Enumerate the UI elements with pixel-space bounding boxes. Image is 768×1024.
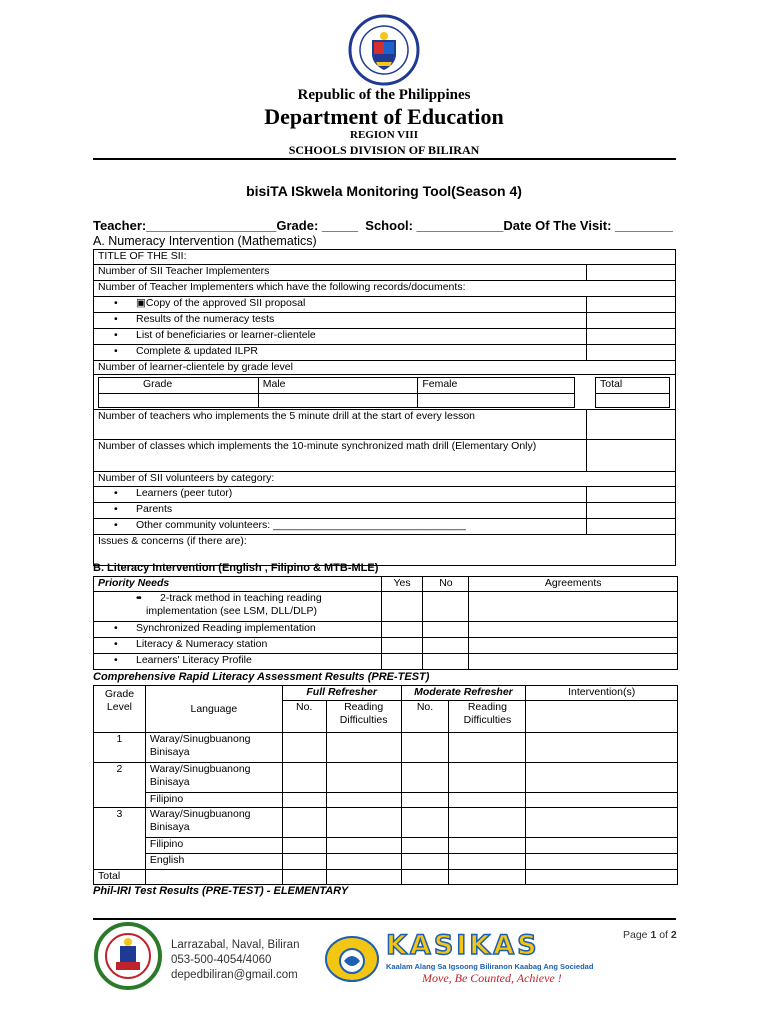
teacher-field	[93, 218, 673, 233]
section-a-heading: A. Numeracy Intervention (Mathematics)	[93, 234, 317, 248]
department-title: Department of Education	[264, 104, 504, 129]
data-cell[interactable]	[401, 854, 449, 870]
page-label: Page	[623, 929, 648, 941]
interventions-cell[interactable]	[526, 701, 678, 733]
data-cell[interactable]	[401, 763, 449, 793]
data-cell[interactable]	[282, 854, 326, 870]
record-value[interactable]	[587, 313, 676, 329]
no-cell[interactable]	[423, 622, 469, 638]
crla-heading: Comprehensive Rapid Literacy Assessment Results (PRE-TEST)	[93, 671, 430, 683]
total-row-label: Total	[94, 870, 146, 885]
header-rule	[93, 158, 676, 160]
priority-item: • Synchronized Reading implementation	[94, 622, 382, 638]
no-header: No	[423, 577, 469, 592]
record-value[interactable]	[587, 345, 676, 361]
region-line: REGION VIII	[350, 129, 418, 141]
data-cell[interactable]	[526, 763, 678, 793]
footer-rule	[93, 918, 676, 920]
grade-2-cell: 2	[94, 763, 146, 808]
numeracy-table	[93, 249, 676, 566]
data-cell[interactable]	[282, 793, 326, 808]
total-cell[interactable]	[326, 870, 401, 885]
volunteer-value[interactable]	[587, 487, 676, 503]
data-cell[interactable]	[449, 808, 526, 838]
school-label: School: ____________	[365, 218, 504, 233]
yes-header: Yes	[381, 577, 423, 592]
data-cell[interactable]	[401, 793, 449, 808]
drill-10-row: Number of classes which implements the 10-minute synchronized math drill (Elementary Only)	[94, 440, 587, 472]
division-logo-icon	[94, 922, 162, 990]
grade-subtable-cell	[94, 375, 676, 410]
agreement-cell[interactable]	[469, 654, 678, 670]
language-cell: Filipino	[145, 838, 282, 854]
priority-item: • Learners' Literacy Profile	[94, 654, 382, 670]
volunteer-item: • Parents	[94, 503, 587, 519]
data-cell[interactable]	[449, 793, 526, 808]
moderate-no-header: No.	[401, 701, 449, 733]
sii-title-row: TITLE OF THE SII:	[94, 250, 676, 265]
volunteer-item: • Learners (peer tutor)	[94, 487, 587, 503]
deped-seal-icon	[348, 14, 420, 86]
record-item: • List of beneficiaries or learner-clientele	[94, 329, 587, 345]
total-value[interactable]	[596, 394, 670, 408]
full-no-header: No.	[282, 701, 326, 733]
data-cell[interactable]	[526, 854, 678, 870]
language-cell: English	[145, 854, 282, 870]
total-cell[interactable]	[145, 870, 282, 885]
interventions-header: Intervention(s)	[526, 686, 678, 701]
footer-phone: 053-500-4054/4060	[171, 954, 272, 966]
implementers-value[interactable]	[587, 265, 676, 281]
phil-iri-heading: Phil-IRI Test Results (PRE-TEST) - ELEMENTARY	[93, 885, 349, 897]
record-value[interactable]	[587, 297, 676, 313]
kasikas-emblem-icon	[323, 935, 381, 983]
data-cell[interactable]	[401, 838, 449, 854]
language-cell: Waray/Sinugbuanong Binisaya	[145, 733, 282, 763]
data-cell[interactable]	[282, 763, 326, 793]
agreement-cell[interactable]	[469, 622, 678, 638]
data-cell[interactable]	[401, 733, 449, 763]
volunteer-value[interactable]	[587, 519, 676, 535]
total-cell[interactable]	[282, 870, 326, 885]
total-cell[interactable]	[449, 870, 526, 885]
data-cell[interactable]	[526, 838, 678, 854]
data-cell[interactable]	[526, 808, 678, 838]
full-reading-header: Reading Difficulties	[326, 701, 401, 733]
no-cell[interactable]	[423, 592, 469, 622]
grade-label: Grade: _____	[276, 218, 359, 233]
grade-1-cell: 1	[94, 733, 146, 763]
volunteers-row: Number of SII volunteers by category:	[94, 472, 676, 487]
section-b-heading: B. Literacy Intervention (English , Filipino & MTB-MLE)	[93, 562, 379, 574]
total-header: Total	[596, 378, 670, 394]
yes-cell[interactable]	[381, 654, 423, 670]
data-cell[interactable]	[282, 733, 326, 763]
data-cell[interactable]	[449, 763, 526, 793]
language-cell: Filipino	[145, 793, 282, 808]
records-row: Number of Teacher Implementers which have the following records/documents:	[94, 281, 676, 297]
page-total: 2	[670, 929, 677, 941]
data-cell[interactable]	[326, 733, 401, 763]
yes-cell[interactable]	[381, 622, 423, 638]
priority-item: • • 2-track method in teaching reading implementation (see LSM, DLL/DLP)	[94, 592, 382, 622]
priority-item-text: 2-track method in teaching reading implementation (see LSM, DLL/DLP)	[146, 592, 322, 617]
agreements-header: Agreements	[469, 577, 678, 592]
data-cell[interactable]	[526, 733, 678, 763]
data-cell[interactable]	[449, 854, 526, 870]
grade-header: Grade	[99, 378, 259, 394]
yes-cell[interactable]	[381, 592, 423, 622]
total-subtable	[595, 377, 670, 408]
kasikas-motto: Move, Be Counted, Achieve !	[422, 971, 562, 985]
record-value[interactable]	[587, 329, 676, 345]
drill-10-value[interactable]	[587, 440, 676, 472]
data-cell[interactable]	[401, 808, 449, 838]
crla-table	[93, 685, 678, 885]
footer-email: depedbiliran@gmail.com	[171, 969, 298, 981]
teacher-label: Teacher:__________________	[93, 218, 277, 233]
literacy-table	[93, 576, 678, 670]
data-cell[interactable]	[326, 793, 401, 808]
data-cell[interactable]	[449, 838, 526, 854]
data-cell[interactable]	[282, 838, 326, 854]
no-cell[interactable]	[423, 654, 469, 670]
date-label: Date Of The Visit: ________	[503, 218, 673, 233]
yes-cell[interactable]	[381, 638, 423, 654]
female-header: Female	[418, 378, 575, 394]
kasikas-wordmark: KASIKAS	[386, 930, 540, 961]
grade-level-header: Grade Level	[94, 686, 146, 733]
data-cell[interactable]	[326, 854, 401, 870]
total-cell[interactable]	[401, 870, 449, 885]
data-cell[interactable]	[282, 808, 326, 838]
learner-clientele-row: Number of learner-clientele by grade level	[94, 361, 676, 375]
implementers-row: Number of SII Teacher Implementers	[94, 265, 587, 281]
agreement-cell[interactable]	[469, 638, 678, 654]
data-cell[interactable]	[326, 838, 401, 854]
female-value[interactable]	[418, 394, 575, 408]
moderate-reading-header: Reading Difficulties	[449, 701, 526, 733]
footer-address: Larrazabal, Naval, Biliran	[171, 939, 300, 951]
full-refresher-header: Full Refresher	[282, 686, 401, 701]
data-cell[interactable]	[326, 808, 401, 838]
data-cell[interactable]	[449, 733, 526, 763]
page-of: of	[659, 929, 668, 941]
republic-line: Republic of the Philippines	[297, 87, 471, 103]
record-item: • Complete & updated ILPR	[94, 345, 587, 361]
page-indicator	[623, 929, 677, 941]
drill-5-value[interactable]	[587, 410, 676, 440]
data-cell[interactable]	[526, 793, 678, 808]
form-title: bisiTA ISkwela Monitoring Tool(Season 4)	[246, 183, 522, 199]
total-cell[interactable]	[526, 870, 678, 885]
drill-5-row: Number of teachers who implements the 5 minute drill at the start of every lesson	[94, 410, 587, 440]
male-header: Male	[258, 378, 418, 394]
no-cell[interactable]	[423, 638, 469, 654]
priority-needs-header: Priority Needs	[94, 577, 382, 592]
volunteer-item: • Other community volunteers: _________________________________	[94, 519, 587, 535]
language-header: Language	[145, 686, 282, 733]
moderate-refresher-header: Moderate Refresher	[401, 686, 526, 701]
volunteer-value[interactable]	[587, 503, 676, 519]
male-value[interactable]	[258, 394, 418, 408]
agreement-cell[interactable]	[469, 592, 678, 622]
grade-value[interactable]	[99, 394, 259, 408]
grade-subtable	[98, 377, 575, 408]
record-item: • ▣Copy of the approved SII proposal	[94, 297, 587, 313]
priority-item: • Literacy & Numeracy station	[94, 638, 382, 654]
grade-3-cell: 3	[94, 808, 146, 870]
language-cell: Waray/Sinugbuanong Binisaya	[145, 808, 282, 838]
kasikas-subtitle: Kaalam Alang Sa Igsoong Biliranon Kaabag Ang Sociedad	[386, 962, 594, 971]
issues-row: Issues & concerns (if there are):	[94, 535, 676, 566]
data-cell[interactable]	[326, 763, 401, 793]
page-number: 1	[650, 929, 657, 941]
record-item: • Results of the numeracy tests	[94, 313, 587, 329]
division-line: SCHOOLS DIVISION OF BILIRAN	[288, 143, 480, 157]
language-cell: Waray/Sinugbuanong Binisaya	[145, 763, 282, 793]
